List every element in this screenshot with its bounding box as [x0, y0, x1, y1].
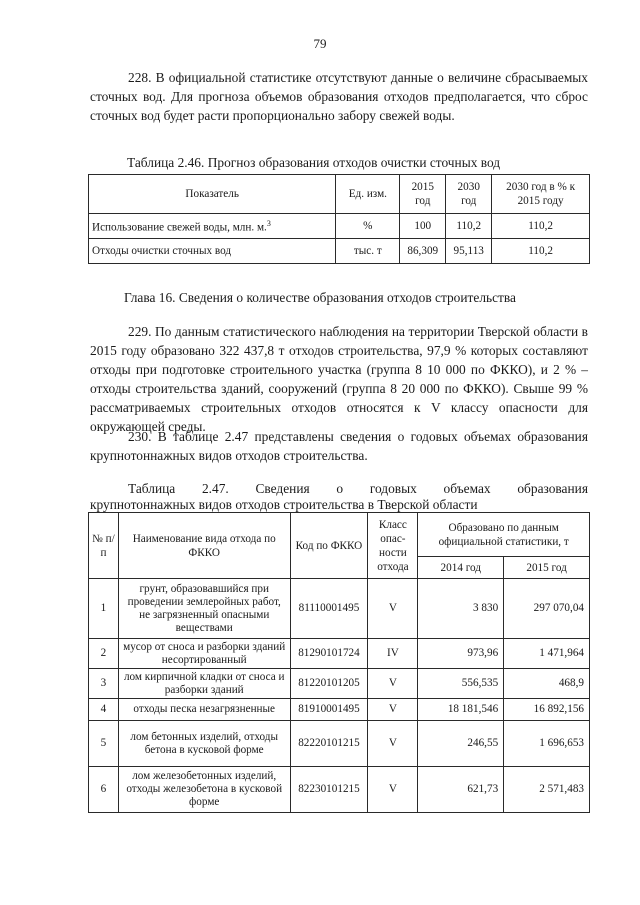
table-row — [89, 699, 590, 721]
cell-class: IV — [368, 639, 418, 669]
table-row — [89, 579, 590, 639]
table-row — [89, 639, 590, 669]
header-num: № п/п — [89, 513, 119, 579]
header-2014: 2014 год — [418, 557, 504, 579]
cell-2030: 95,113 — [446, 239, 492, 264]
cell-code: 82230101215 — [290, 767, 368, 813]
cell-num: 1 — [89, 579, 119, 639]
cell-2014: 18 181,546 — [418, 699, 504, 721]
cell-code: 81110001495 — [290, 579, 368, 639]
cell-name: мусор от сноса и разборки зданий несортированный — [118, 639, 290, 669]
cell-indicator: Использование свежей воды, млн. м.$^3$ — [89, 214, 336, 239]
header-pct: 2030 год в % к 2015 году — [492, 175, 590, 214]
table-header-row — [89, 175, 590, 214]
table-row — [89, 669, 590, 699]
header-2015: 2015 год — [504, 557, 590, 579]
cell-code: 81910001495 — [290, 699, 368, 721]
table-row — [89, 721, 590, 767]
table-row — [89, 767, 590, 813]
cell-num: 2 — [89, 639, 119, 669]
cell-indicator: Отходы очистки сточных вод — [89, 239, 336, 264]
header-unit: Ед. изм. — [336, 175, 400, 214]
chapter-16-heading: Глава 16. Сведения о количестве образования отходов строительства — [123, 290, 516, 305]
cell-class: V — [368, 579, 418, 639]
cell-2014: 973,96 — [418, 639, 504, 669]
table-2-46-caption: Таблица 2.46. Прогноз образования отходов очистки сточных вод — [127, 155, 501, 170]
cell-name: грунт, образовавшийся при проведении землеройных работ, не загрязненный опасными веществами — [118, 579, 290, 639]
cell-unit: % — [336, 214, 400, 239]
cell-name: лом железобетонных изделий, отходы железобетона в кусковой форме — [118, 767, 290, 813]
table-2-47-caption-line2: крупнотоннажных видов отходов строительства в Тверской области — [90, 497, 478, 512]
table-2-47-caption-line1: Таблица 2.47. Сведения о годовых объемах образования — [128, 481, 588, 496]
cell-2014: 246,55 — [418, 721, 504, 767]
header-code: Код по ФККО — [290, 513, 368, 579]
header-indicator: Показатель — [89, 175, 336, 214]
cell-num: 5 — [89, 721, 119, 767]
cell-2015: 1 696,653 — [504, 721, 590, 767]
cell-2015: 1 471,964 — [504, 639, 590, 669]
table-row — [89, 214, 590, 239]
table-row — [89, 239, 590, 264]
cell-pct: 110,2 — [492, 214, 590, 239]
cell-2014: 556,535 — [418, 669, 504, 699]
cell-2015: 297 070,04 — [504, 579, 590, 639]
paragraph-229: 229. По данным статистического наблюдения на территории Тверской области в 2015 году образовано 322 437,8 т отходов строительства, 97,9 % которых составляют отходы при подготовке строительного участка (группа 8 10 000 по ФККО), и 2 % – отходы строительства зданий, сооружений (группа 8 20 000 по ФККО). Свыше 99 % рассматриваемых строительных отходов относятся к V классу опасности для окружающей среды. — [90, 324, 588, 434]
cell-num: 4 — [89, 699, 119, 721]
cell-class: V — [368, 669, 418, 699]
cell-name: лом бетонных изделий, отходы бетона в кусковой форме — [118, 721, 290, 767]
paragraph-230: 230. В таблице 2.47 представлены сведения о годовых объемах образования крупнотоннажных видов отходов строительства. — [90, 429, 588, 463]
page-number: 79 — [313, 36, 327, 51]
cell-code: 81290101724 — [290, 639, 368, 669]
cell-name: лом кирпичной кладки от сноса и разборки зданий — [118, 669, 290, 699]
cell-2015: 100 — [400, 214, 446, 239]
cell-code: 82220101215 — [290, 721, 368, 767]
cell-class: V — [368, 699, 418, 721]
cell-num: 6 — [89, 767, 119, 813]
cell-2030: 110,2 — [446, 214, 492, 239]
cell-2015: 468,9 — [504, 669, 590, 699]
cell-code: 81220101205 — [290, 669, 368, 699]
cell-name: отходы песка незагрязненные — [118, 699, 290, 721]
cell-pct: 110,2 — [492, 239, 590, 264]
header-formed: Образовано по данным официальной статистики, т — [418, 513, 590, 557]
paragraph-228: 228. В официальной статистике отсутствуют данные о величине сбрасываемых сточных вод. Для прогноза объемов образования отходов предполагается, что сброс сточных вод будет расти пропорционально забору свежей воды. — [90, 70, 588, 123]
cell-unit: тыс. т — [336, 239, 400, 264]
header-2015: 2015 год — [400, 175, 446, 214]
cell-2015: 2 571,483 — [504, 767, 590, 813]
cell-2015: 86,309 — [400, 239, 446, 264]
cell-num: 3 — [89, 669, 119, 699]
header-name: Наименование вида отхода по ФККО — [118, 513, 290, 579]
header-2030: 2030 год — [446, 175, 492, 214]
cell-class: V — [368, 767, 418, 813]
table-header-row — [89, 513, 590, 557]
cell-class: V — [368, 721, 418, 767]
header-class: Класс опас-ности отхода — [368, 513, 418, 579]
table-2-46 — [88, 174, 590, 264]
table-2-47 — [88, 512, 590, 813]
cell-2014: 621,73 — [418, 767, 504, 813]
cell-2014: 3 830 — [418, 579, 504, 639]
cell-2015: 16 892,156 — [504, 699, 590, 721]
